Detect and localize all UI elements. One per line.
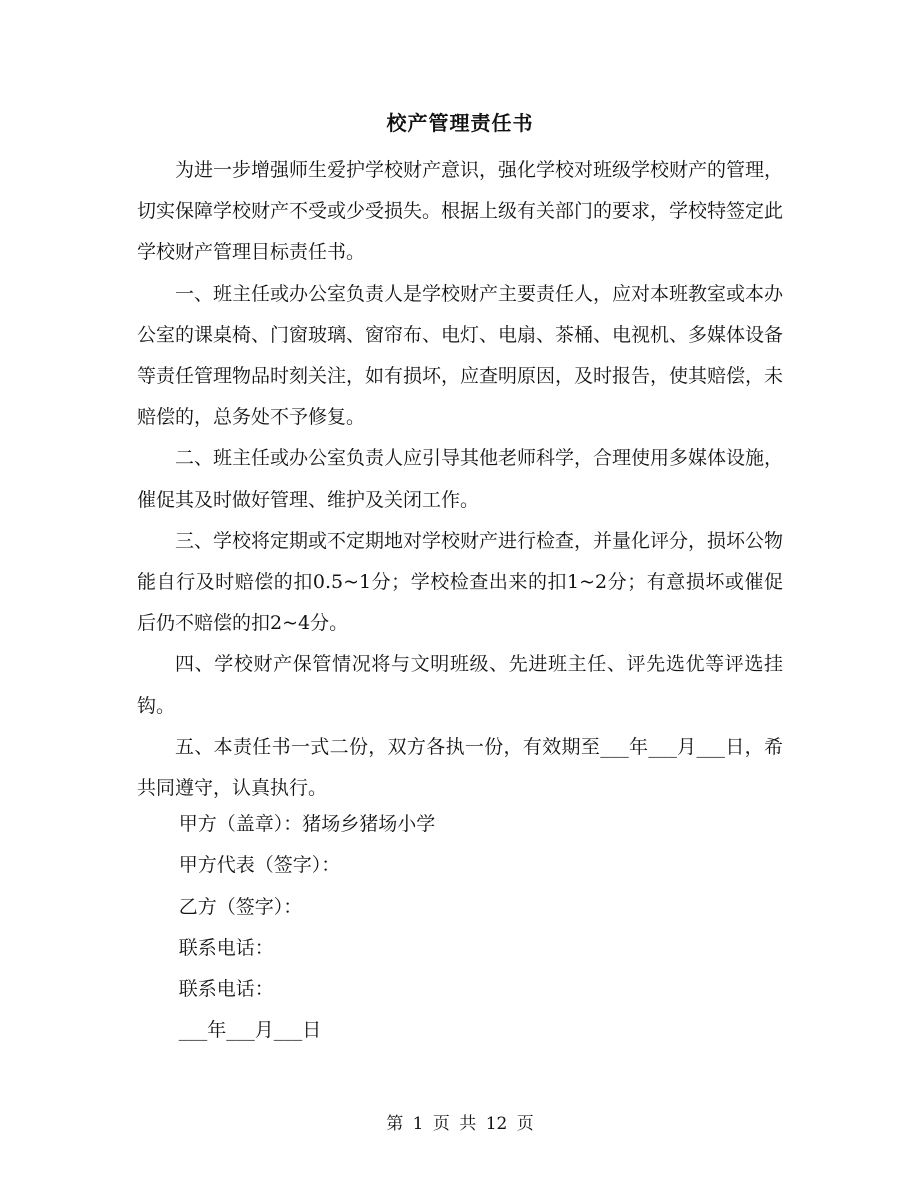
phone-line-2: 联系电话： — [178, 978, 274, 1001]
signature-block — [137, 804, 783, 1052]
party-a-line: 甲方（盖章）：猪场乡猪场小学 — [178, 813, 436, 835]
intro-paragraph: 为进一步增强师生爱护学校财产意识，强化学校对班级学校财产的管理，切实保障学校财产不受或少受损失。根据上级有关部门的要求，学校特签定此学校财产管理目标责任书。 — [137, 159, 784, 264]
party-a-representative-line: 甲方代表（签字）： — [178, 854, 341, 877]
page-number-footer: 第 1 页 共 12 页 — [386, 1114, 534, 1134]
signature-date-line: ___年___月___日 — [178, 1019, 322, 1042]
clause-4-paragraph: 四、学校财产保管情况将与文明班级、先进班主任、评先选优等评选挂钩。 — [137, 653, 783, 717]
clause-2-paragraph: 二、班主任或办公室负责人应引导其他老师科学，合理使用多媒体设施，催促其及时做好管理、维护及关闭工作。 — [137, 447, 784, 511]
phone-line-1: 联系电话： — [178, 936, 274, 959]
document-body — [137, 150, 783, 809]
clause-1-paragraph: 一、班主任或办公室负责人是学校财产主要责任人，应对本班教室或本办公室的课桌椅、门窗玻璃、窗帘布、电灯、电扇、茶桶、电视机、多媒体设备等责任管理物品时刻关注，如有损坏，应查明原因，及时报告，使其赔偿，未赔偿的，总务处不予修复。 — [137, 282, 784, 429]
party-b-line: 乙方（签字）： — [178, 895, 303, 918]
clause-5-paragraph: 五、本责任书一式二份，双方各执一份，有效期至___年___月___日，希共同遵守，认真执行。 — [137, 735, 783, 800]
clause-3-paragraph: 三、学校将定期或不定期地对学校财产进行检查，并量化评分，损坏公物能自行及时赔偿的扣0.5~1分；学校检查出来的扣1~2分；有意损坏或催促后仍不赔偿的扣2~4分。 — [137, 529, 784, 635]
document-title: 校产管理责任书 — [386, 111, 534, 135]
